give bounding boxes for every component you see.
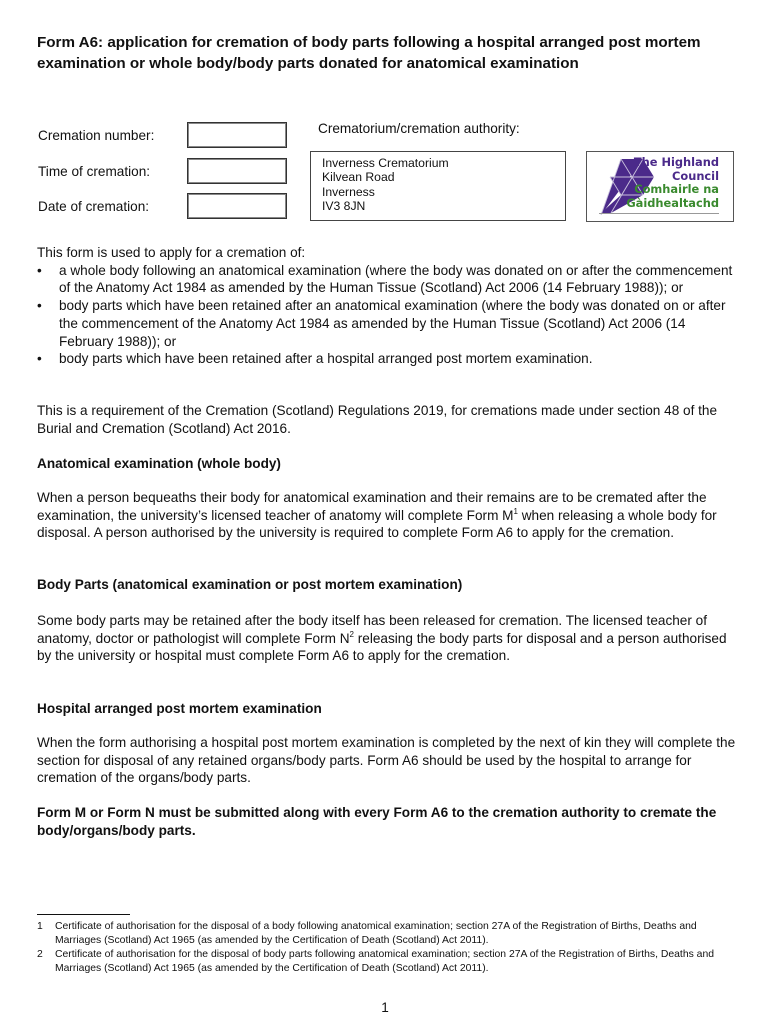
footnote-ref: 2 — [349, 629, 354, 639]
footnote-ref: 1 — [513, 506, 518, 516]
logo-text-line: Gàidhealtachd — [626, 195, 719, 210]
time-of-cremation-label: Time of cremation: — [38, 164, 151, 179]
section-text-body-parts: Some body parts may be retained after the body itself has been released for cremation. The licensed teacher of anatomy, doctor or pathologist will complete Form $N^2$ releasing the body parts for disposal and a person authorised by the university or hospital must complete Form A6 to apply for the cremation. — [37, 613, 727, 664]
intro-paragraph — [37, 244, 737, 368]
footnote-text: Certificate of authorisation for the disposal of a body following anatomical examination; section 27A of the Registration of Births, Deaths and Marriages (Scotland) Act 1965 (as amended by the Certification of Death (Scotland) Act 2011). — [55, 921, 697, 946]
footnote-2 — [37, 948, 737, 976]
date-of-cremation-label: Date of cremation: — [38, 199, 150, 214]
cremation-number-label: Cremation number: — [38, 128, 155, 143]
bullet-item: • body parts which have been retained after an anatomical examination (where the body was donated on or after the commencement of the Anatomy Act 1984 as amended by the Human Tissue (Scotland) Act 2006 (14 February 1988)); or — [37, 298, 726, 349]
intro-lead: This form is used to apply for a cremation of: — [37, 245, 306, 260]
address-line: Kilvean Road — [322, 170, 395, 185]
logo-underline — [599, 213, 719, 214]
crematorium-authority-label: Crematorium/cremation authority: — [318, 121, 520, 136]
section-text-anatomical: When a person bequeaths their body for anatomical examination and their remains are to be cremated after the examination, the university’s licensed teacher of anatomy will complete Form $M^1$ when releasing a whole body for disposal. A person authorised by the university is required to complete Form A6 to apply for the cremation. — [37, 490, 717, 541]
date-of-cremation-field[interactable] — [187, 193, 287, 219]
highland-council-logo — [586, 151, 734, 222]
logo-text-line: The Highland — [633, 155, 719, 169]
cremation-number-field[interactable] — [187, 122, 287, 148]
section-text-hospital: When the form authorising a hospital post mortem examination is completed by the next of kin they will complete the section for disposal of any retained organs/body parts. Form A6 should be used by the hospital to arrange for cremation of the organs/body parts. — [37, 735, 736, 786]
requirement-paragraph: This is a requirement of the Cremation (Scotland) Regulations 2019, for cremations made under section 48 of the Burial and Cremation (Scotland) Act 2016. — [37, 403, 718, 436]
page-title: Form A6: application for cremation of body parts following a hospital arranged post mortem examination or whole body/body parts donated for anatomical examination — [37, 34, 701, 72]
crematorium-address — [310, 151, 566, 221]
footnote-1 — [37, 920, 737, 948]
section-heading-body-parts: Body Parts (anatomical examination or post mortem examination) — [37, 577, 463, 592]
intro-bullet-list — [37, 262, 737, 368]
footnote-number: 1 — [37, 921, 43, 932]
footnote-number: 2 — [37, 949, 43, 960]
logo-text-line: Comhairle na — [634, 182, 719, 196]
bullet-item: • body parts which have been retained after a hospital arranged post mortem examination. — [37, 351, 593, 367]
bullet-icon: • — [37, 262, 42, 278]
section-heading-hospital: Hospital arranged post mortem examination — [37, 701, 322, 716]
page-number: 1 — [381, 1000, 389, 1015]
address-line: Inverness — [322, 184, 375, 199]
logo-text-line: Council — [672, 168, 719, 183]
section-heading-anatomical: Anatomical examination (whole body) — [37, 456, 281, 471]
address-line: Inverness Crematorium — [322, 156, 449, 170]
bullet-icon: • — [37, 298, 42, 314]
time-of-cremation-field[interactable] — [187, 158, 287, 184]
submission-notice: Form M or Form N must be submitted along with every Form A6 to the cremation authority to cremate the body/organs/body parts. — [37, 805, 717, 838]
address-line: IV3 8JN — [322, 198, 366, 213]
bullet-icon: • — [37, 351, 42, 367]
footnote-divider — [37, 914, 130, 915]
bullet-item: • a whole body following an anatomical examination (where the body was donated on or after the commencement of the Anatomy Act 1984 as amended by the Human Tissue (Scotland) Act 2006 (14 February 1988)); or — [37, 262, 733, 296]
footnote-text: Certificate of authorisation for the disposal of body parts following anatomical examination; section 27A of the Registration of Births, Deaths and Marriages (Scotland) Act 1965 (as amended by the Certification of Death (Scotland) Act 2011). — [55, 949, 715, 974]
